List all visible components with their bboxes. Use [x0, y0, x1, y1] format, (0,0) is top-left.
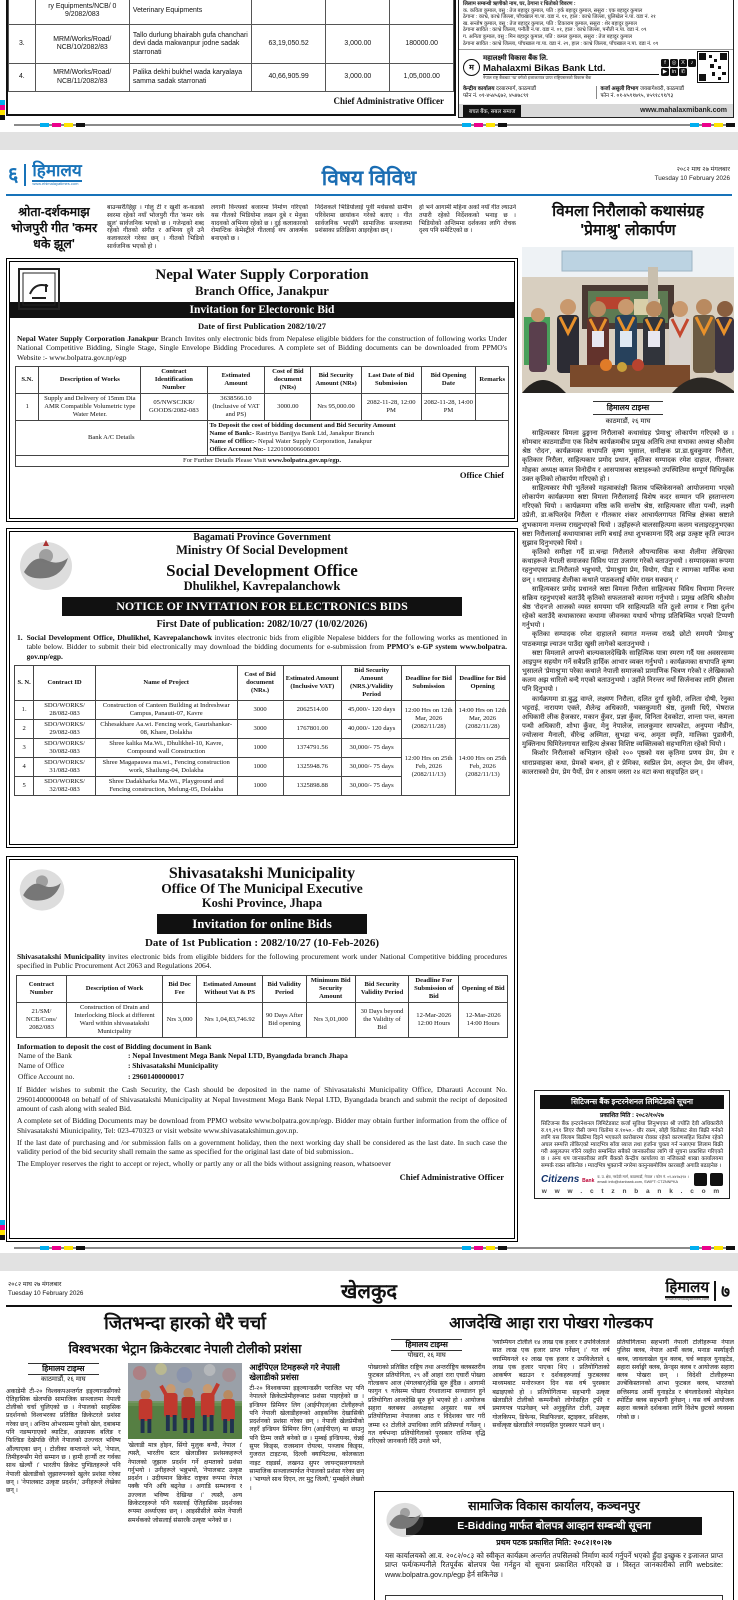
bid-security: 30,000/- 75 days [341, 738, 401, 757]
bid-security: 45,000/- 120 days [341, 700, 401, 719]
table-row [17, 1002, 508, 1037]
estimated-amount: 1325898.88 [283, 776, 341, 795]
headline-line1: विमला निरौलाको कथासंग्रह [552, 203, 704, 220]
bid-security: 180000.00 [390, 25, 454, 64]
contract-id: SDO/WORKS/ 32/082-083 [34, 776, 96, 795]
bank-name-nepali: महालक्ष्मी विकास बैंक लि. [483, 54, 548, 62]
col-header: Bid Security Validity Period [355, 975, 408, 1002]
dateline: पोखरा, २६ माघ [407, 1352, 446, 1360]
list-number: 1. [17, 633, 23, 642]
bank-value: Rastriya Banijya Bank Ltd, Janakpur Branch [254, 429, 375, 437]
col-header: Last Date of Bid Submission [361, 366, 421, 393]
paragraph-rest: invites electronic bids from eligible bidders for the following procurement work under National Competitive bidding procedures specified in Public Procurement Act 2063 and Regulations 2064. [17, 952, 507, 971]
bolpatra-link[interactable]: www.bolpatra.gov.np/egp. [267, 456, 341, 464]
col-header: Description of Work [66, 975, 162, 1002]
ebidding-banner: E-Bidding मार्फत बोलपत्र आव्हान सम्बन्धी सूचना [406, 1517, 702, 1535]
date-nepali: २०८२ माघ २७ मंगलबार [8, 1281, 62, 1288]
cricket-article [6, 1311, 364, 1600]
article-column [128, 1363, 243, 1525]
nwsc-logo-icon [18, 268, 60, 310]
article-column: लगानी विन्त्यको बजारमा निर्माण गरिएको यस गीतको भिडियोमा लखन दुबे र मेनुका यादवको अभिनय रहेको छ । दुई कलाकारको रोमान्टिक केमेस्ट्रीले गीतलाई थप आकर्षक बनाएको छ । [211, 204, 308, 243]
table-row [15, 738, 510, 757]
bank-info-line [18, 1061, 506, 1072]
fineprint-line: ग. अनिता कुमाल, वसु : मिन बहादुर कुमाल, पति : कमल कुमाल, ससुरा : तेज बहादुर कुमाल [463, 33, 633, 40]
value: : 29601400000017 [128, 1071, 185, 1081]
project-name: Construction of Canteen Building at Indreshwar Campus, Panauti-07, Kavre [95, 700, 237, 719]
fineprint-line: ठेगाना सावित : काभ्रे जिल्ला, पाँचखाल गा.पा. वडा नं. २१, हाल : काभ्रे जिल्ला, पाँचखाल न.पा. वडा नं. ०९ [463, 40, 659, 47]
opening-date: 12-Mar-2026 14:00 Hours [459, 1002, 508, 1037]
bid-security: 1,05,000.00 [390, 64, 454, 92]
col-header: Opening of Bid [459, 975, 508, 1002]
article-column [6, 1363, 121, 1525]
estimated-amount: 2062514.00 [283, 700, 341, 719]
column-text: 'खेलाडी मात्र होइन, सिंगो मुलुक बन्यौ, नेपाल ।' त्यस्तै, भारतीय स्टार खेलाडीका प्रशंसकहरूले नेपालको जुझारु प्रदर्शन गर्ने क्षमताको प्रशंसा गर्नुभयो । उनीहरूले भन्नुभयो, 'नेपालबाट उत्कृष्ट प्रदर्शन । उदीयमान क्रिकेट राष्ट्रका रूपमा नेपाल पक्कै पनि अघि बढ्नेछ । अगाडि सम्भावना र उज्ज्वल भविष्य देखिन्छ ।' त्यस्तै, अन्य क्रिकेटरहरूले पनि यसलाई ऐतिहासिक प्रदर्शनका रूपमा अर्थ्याएका छन् । आइसीसीले समेत नेपाली समर्थकको जोसलाई संसारकै उत्कृष्ट भनेको छ । [127, 1442, 243, 1524]
col-header: Bid Opening Date [421, 366, 476, 393]
byline: हिमालय टाइम्स [391, 1339, 461, 1351]
himalaya-masthead [665, 1279, 730, 1301]
col-header: Bid Security Amount (NRs) [311, 366, 361, 393]
col-header: Bid Doc Fee [163, 975, 197, 1002]
column-text: टी-२० विश्वकपमा इङ्ल्यान्डसँग पराजित भए पनि नेपालले क्रिकेटप्रेमीहरूबाट प्रशंसा पाइरहेको छ । इन्डियन प्रिमियर लिग (आईपीएल)का टोलीहरूले पनि नेपाली खेलाडीहरूको आइकनिक देखासिकी प्रदर्शनको प्रशंसा गरेका छन् । नेपाली खेलप्रेमीको लहरँ इन्डियन प्रिमियर लिग (आईपीएल) मा छाउनु पनि ठिम्म जस्तै बनेको छ । मुम्बई इन्डियन्स, चेन्नई सुपर किङ्स, राजस्थान रोयल्स, पञ्जाब किङ्स, गुजरात टाइटन्स, दिल्ली क्यापिटल्स, कोलकाता नाइट राइडर्स, लखनउ सुपर जायन्ट्सलगायतले सामाजिक सञ्जालमार्फत नेपालको प्रशंसा गरेका छन् । 'भाग्यले साथ दिएन, तर मुटु जित्यौ,' मुम्बईले लेख्यो । [249, 1385, 364, 1492]
bid-security: 30,000/- 75 days [341, 776, 401, 795]
fineprint-line: ठेगाना : काभ्रे, काभ्रे जिल्ला, पाँचखाल गा.पा. वडा नं. ११, हाल : काभ्रे जिल्ला, धुलिखेल न.पा. वडा नं. २१ [463, 14, 656, 21]
article-column: हो भने आगामी महिना अर्को नयाँ गीत ल्याउने तयारी रहेको निर्देशकको भनाइ छ । भिडियोको अन्तिममा दर्शकका लागि रोचक दृश्य पनि समेटिएको छ । [419, 204, 516, 235]
org-subtitle: Branch Office, Janakpur [195, 284, 329, 298]
page-date [655, 166, 730, 183]
deadline-submission: 12-Mar-2026 12:00 Hours [409, 1002, 459, 1037]
table-header-row [16, 366, 509, 393]
bid-doc-cost: 3000 [237, 700, 283, 719]
col-header: Deadline For Submission of Bid [409, 975, 459, 1002]
work-description: Palika dekhi bukhel wada karyalaya samma sadak starronati [129, 64, 251, 92]
byline: हिमालय टाइम्स [593, 401, 663, 415]
bank-name-english: Mahalaxmi Bikas Bank Ltd. [483, 63, 659, 75]
qr-code [697, 51, 729, 83]
office2-title: कर्जा असुली विभाग [600, 86, 639, 93]
col-header: Bid Validity Period [263, 975, 306, 1002]
bank-names [483, 55, 659, 80]
publication-date: First Date of publication: 2082/10/27 (10/02/2026) [156, 619, 368, 630]
column-text: अकाडेमी टी-२० विश्वकपअन्तर्गत इङ्ल्यान्डसँगको ऐतिहासिक खेलपछि सामाजिक सञ्जालमा नेपाली टोलीको चर्चा चुलिएको छ । नेपालको साहसिक प्रदर्शनको विश्वभरका प्रतिष्ठित क्रिकेटरले प्रशंसा गरेका छन् । अन्तिम ओभरसम्म पुगेको खेल, दबाबमा पनि नडग्मगाएको ब्याटिङ, आक्रामक बलिङ र फिल्डिङ देखेपछि धेरैले नेपालको उज्ज्वल भविष्य औंल्याएका छन् । टोलीका कप्तानले भने, 'नेपाल, तिमीहरूसँग मेरो सम्मान छ । हामी हार्‍यौं तर गर्वका साथ खेल्यौं ।' भारतीय क्रिकेट पुण्डितहरूले पनि नेपाली खेलाडीको जुझारुपनको खुलेर प्रशंसा गरेका छन् । 'नेपालबाट उत्कृष्ट प्रदर्शन,' उनीहरूले लेखेका छन् । [6, 1387, 121, 1495]
paragraph: कार्यक्रममा डा.बुद्ध वाग्ले, लक्ष्मण निरौला, दलित दुर्गा सुवेदी, ललिता दोषी, रेनुका भट्टराई, नारायण एक्ले, शैलेन्द्र अधिकारी, भक्तकुमारी श्रेष्ठ, तुलसी थिएँ, भेषराज अधिकारी लीक हैजकार, मकान कुँवर, प्रज्ञा कुँवर, विनिता देवकोटा, शान्ता पन्त, कमला पन्थी अधिकारी, शोभा कुँवर, मेनु नेपालेज, लालकुमार सापकोटा, अनुपमा नौडीन, ज्योत्सना मैनाली, वीरेन्द्र अस्मिता, सुभद्रा चन्द, अमृता स्मृति, मालिका पुडासैनी, मुक्तिनाथ घिमिरेलगायत साहित्य क्षेत्रका विशिष्ट व्यक्तित्वको सहभागिता रहेको थियो । [522, 695, 734, 749]
contract-id: ry Equipments/NCB/ 0 9/2082/083 [35, 0, 129, 25]
header-rule [6, 1305, 732, 1307]
table-row [9, 25, 454, 64]
col-header: Contract Number [17, 975, 67, 1002]
invitation-banner: Invitation for Electoronic Bid [10, 302, 514, 318]
mahalaxmi-bank-ad[interactable] [458, 0, 734, 118]
deadline-submission: 12:00 Hrs on 12th Mar, 2026 (2082/11/28) [402, 700, 456, 738]
label: Name of Office [18, 1061, 65, 1071]
table-row [9, 0, 454, 25]
intro-paragraph [17, 334, 507, 362]
col-header: Remarks [476, 366, 509, 393]
work-description: Tallo durlung bhairabh gufa chanchari devi dada makwanpur jodne sadak starronati [129, 25, 251, 64]
estimated-amount: 40,66,905.99 [251, 64, 325, 92]
estimated-amount: 1767801.00 [283, 719, 341, 738]
terms-paragraph: If the last date of purchasing and /or submission falls on a government holiday, then the next working day shall be considered as the last date. In such case the validity period of the bid security shall remain the same as specified for the original last date of bid submission.. [17, 1137, 507, 1157]
prev-tender-table [8, 0, 454, 92]
edge-color-strip [0, 100, 5, 120]
byline: हिमालय टाइम्स [28, 1363, 98, 1375]
intro-paragraph [17, 633, 507, 661]
facebook-icon[interactable]: f [661, 59, 669, 67]
citizens-logo [541, 1174, 594, 1185]
work-description: Supply and Delivery of 15mm Dia AMR Compatible Volumetric type Water Meter. [39, 393, 141, 420]
estimated-amount: 3638566.10 (Inclusive of VAT and PS) [207, 393, 265, 420]
bank-head: To Deposit the cost of bidding document and Bid Security Amount [209, 421, 396, 429]
account-value: 1220100006608001 [265, 445, 320, 453]
page-number: ६ [8, 164, 19, 186]
book-launch-photo [522, 247, 734, 393]
bold-lead: Social Development Office, Dhulikhel, Kavrepalanchowk [26, 633, 213, 642]
header-rule [6, 194, 732, 196]
article-headline [522, 202, 734, 240]
fineprint-line: ख. सन्तोष कुमाल, वसु : तेज बहादुर कुमाल, पति : टिकाराम कुमाल, ससुरा : शेर बहादुर कुमाल [463, 20, 637, 27]
signoff: Chief Administrative Officer [399, 1171, 504, 1182]
office-title: Social Development Office [166, 561, 358, 580]
bid-doc-cost: 1000 [237, 738, 283, 757]
value: : Nepal Investment Mega Bank Nepal LTD, Byangdada branch Jhapa [128, 1050, 348, 1060]
bid-doc-cost: 1000 [237, 776, 283, 795]
article-column [249, 1363, 364, 1525]
bid-doc-cost: 3,000.00 [326, 25, 390, 64]
article-column [368, 1339, 485, 1447]
egp-link[interactable]: PPMO's e-GP system www.bolpatra. gov.np/egp. [26, 642, 507, 661]
citizens-footer [541, 1173, 723, 1186]
youtube-icon[interactable]: ▶ [662, 68, 668, 75]
col-header: Estimated Amount (Inclusive VAT) [283, 665, 341, 700]
deposit-info-head: Information to deposit the cost of Bidding document in Bank [17, 1041, 212, 1051]
article-subhead: विश्वभरका भेट्रान क्रिकेटरबाट नेपाली टोलीको प्रशंसा [68, 1342, 302, 1356]
contract-id: SDO/WORKS/ 29/082-083 [34, 719, 96, 738]
bid-doc-cost: 3000.00 [265, 393, 311, 420]
col-header: Description of Works [39, 366, 141, 393]
ebidding-notice-box [374, 1491, 734, 1600]
sn: 1 [16, 393, 39, 420]
page6-header [8, 162, 730, 192]
gov-line2: Ministry Of Social Development [176, 543, 348, 557]
book-launch-article [522, 202, 734, 1199]
sn: 1. [15, 700, 34, 719]
work-description: Construction of Drain and Interlocking Block at different Ward within shivasatakshi Municipality [66, 1002, 162, 1037]
nepal-govt-emblem-icon [18, 538, 74, 594]
notice-body: सिटिजन्स बैंक इन्टरनेशनल लिमिटेडबाट कर्जा सुविधा लिनुभएका श्री ज्योति देवी अधिकारीले रु.१९,२९१ लिएर जैसी जग्गा धितोमा रु.१०५०.- धौर रकम, सोही धितोबाट सेवा बिक्री गर्नको लागि यस लिलाम बिक्रीमा दिइने भएकाले कारोबारमा रोक्का रहेको कारणसहित धितोमा रहेको अचल सम्पत्ति तोकिएको म्यादभित्र साँवा ब्याज तथा हर्जाना चुक्ता गर्न नआएमा लिलाम बिक्री गरी असुलउपर गरिने व्यहोरा सम्बन्धित सबैको जानकारीका लागि यो सूचना प्रकाशित गरिएको छ । अन्य थप जानकारीका लागि बैंकको केन्द्रीय कार्यालय वा नजिकको शाखा कार्यालयमा सम्पर्क राख्न सकिनेछ । म्यादभित्र भुक्तानी नगरेमा कानुनबमोजिम कारबाही अगाडि बढाइनेछ । [541, 1121, 723, 1169]
col-header: Minimum Bid Security Amount [306, 975, 355, 1002]
paragraph: साहित्यकार मेघी भुर्तेलको महत्वाकांक्षी किताब पब्लिकेसनको आयोजनामा भएको लोकार्पण कार्यक्रममा स्रष्टा विमला निरौलालाई विशेष कदर सम्मान पनि हस्तान्तरण गरिएको थियो । कार्यक्रममा वरिष्ठ कवि सन्तोष श्रेष्ठ, साहित्यकार सीता पन्थी, लक्ष्मी उप्रेती, डा.कपिलदेव निरौला र गीतकार शंकर आचार्यलगायत विभिन्न क्षेत्रका स्रष्टाले शुभकामना मन्तव्य राख्नुभएको थियो । उहाँहरूले बालसाहित्यमा कलम चलाइरहनुभएका स्रष्टा निरौलालाई कथायात्राका लागि बधाई तथा शुभकामना दिँदै अझ उत्कृष्ट कृति ल्याउन सुझाव दिनुभएको थियो । [522, 484, 734, 547]
notice-title: सिटिजन्स बैंक इन्टरनेशनल लिमिटेडको सूचना [540, 1095, 724, 1109]
office1-title: केन्द्रीय कार्यालय [463, 86, 495, 93]
citizens-address: व. उ. क्षेत्र, नरदेवी मार्ग, काठमाडौं, नेपाल । फोन नं. ०१-४४२७३९४ । email: info@ctznbank.com, SWIFT: CTZNNPKA [597, 1174, 689, 1184]
byline-block [368, 1339, 485, 1361]
date-english: Tuesday 10 February 2026 [8, 1289, 84, 1297]
estimated-amount: 1325948.76 [283, 757, 341, 776]
auction-fineprint [459, 0, 733, 49]
publication-date: Date of 1st Publication : 2082/10/27 (10-Feb-2026) [144, 937, 380, 949]
office2-phone: फोन नं. ०१-४५९१७९५, ४५९१८९१/९३ [600, 92, 674, 99]
linkedin-icon[interactable]: in [671, 68, 677, 75]
prev-tender-table-box [6, 0, 456, 116]
gov-line1: Bagamati Province Government [193, 532, 331, 543]
registration-marks [0, 121, 738, 129]
contract-number: 21/SM/ NCB/Cons/ 2082/083 [17, 1002, 67, 1037]
paragraph: साहित्यकार प्रमोद प्रधानले स्रष्टा विमला निरौला साहित्यका विविध विधामा निरन्तर सक्रिय रहनुभएको बताउँदै कृतिको सफलताको कामना गर्नुभयो । प्रमुख अतिथि श्रीओम श्रेष्ठ 'रोदन'ले आजको व्यस्त समयमा पनि साहित्यप्रति यति ठूलो लगाव र निष्ठा दुर्लभ रहेको बताउँदै कथाकारका कथामा जीवनका यथार्थ भोगाइ प्रतिबिम्बित भएको टिप्पणी गर्नुभयो । [522, 585, 734, 630]
citizens-bank-notice[interactable] [534, 1090, 730, 1199]
paragraph: कृतिको समीक्षा गर्दै डा.चन्द्रा निरौलाले औपन्यासिक कथा शैलीमा लेखिएका कथाहरूले नेपाली समाजका विविध पाटा उजागर गरेको बताउनुभयो । सम्पादकका रूपमा रहनुभएका डा.निरौलाले भन्नुभयो, 'प्रेमाश्रुमा प्रेम, वियोग, पीडा र त्यागका मार्मिक कथा छन् । धाराप्रवाह शैलीका कथाले पाठकलाई बाँधेर राख्न सक्छन् ।' [522, 549, 734, 584]
instagram-icon[interactable]: ◎ [671, 59, 677, 66]
himalaya-logo: हिमालय [665, 1279, 710, 1296]
ad-slogan: बचत बैंक, सबल समाज [463, 105, 521, 117]
org-subtitle: Office Of The Municipal Executive [161, 881, 363, 896]
article-column: प्रतियोगितामा सहभागी नेपाली टोलीहरूमा नेपाल पुलिस क्लब, नेपाल आर्मी क्लब, मनाङ मर्स्याङ्दी क्लब, जावलाखेल युथ क्लब, चर्च ब्वाइज युनाइटेड, सहारा सर्वाङ्गी क्लब, फ्रेन्ड्स क्लब र आयोजक सहारा क्लब पोखरा छन् । विदेशी टोलीहरूमा उज्बेकिस्तानको आभा फुटबल क्लब, भारतको छत्तिसगढ आर्मी युनाइटेड र बंगलादेशको मोहमेडन स्पोर्टिङ क्लब सहभागी हुनेछन् । यस वर्ष आयोजक सहारा क्लबले दर्शकका लागि विशेष छुटको व्यवस्था गरेको छ । [616, 1339, 734, 1421]
sn: 4. [9, 64, 36, 92]
sn: 4 [15, 757, 34, 776]
project-name: Shree Magapauwa ma.wi., Fencing construction work, Shailung-04, Dolakha [95, 757, 237, 776]
paragraph-rest: Branch Invites only electronic bids from Nepalese eligible bidders for the construction of following works Under National Competitive Bidding, Single Stage, Single Envelope Bidding Procedures. A complete set of Bidding documents can be downloaded from PPMO's Website :- www.bolpatra.gov.np/egp [17, 334, 507, 362]
dateline: काठमाडौं, २६ माघ [40, 1376, 86, 1384]
deadline-opening: 14:00 Hrs on 25th Feb, 2026 (2082/11/13) [456, 738, 510, 795]
deadline-submission: 12:00 Hrs on 25th Feb, 2026 (2082/11/13) [402, 738, 456, 795]
paragraph: कृतिका सम्पादक रमेश दाहालले स्वागत मन्तव्य राख्दै छोटो समयमै 'प्रेमाश्रु' पाठकमाझ ल्याउन पाउँदा खुसी लागेको बताउनुभयो । [522, 631, 734, 648]
sdo-table [14, 665, 510, 796]
qr-code [710, 1173, 723, 1186]
col-header: Cost of Bid document (NRs.) [237, 665, 283, 700]
registration-marks [0, 1244, 738, 1252]
col-header: Contract Identification Number [141, 366, 207, 393]
contract-id: SDO/WORKS/ 30/082-083 [34, 738, 96, 757]
nwsc-tender-box [6, 258, 518, 522]
dateline: काठमाडौं, २६ माघ [605, 418, 651, 425]
sn: 3. [9, 25, 36, 64]
office2-address: जयबागेश्वरी, काठमाडौं [639, 86, 685, 93]
col-header: Deadline for Bid Opening [456, 665, 510, 700]
further-details-row [16, 455, 509, 466]
publication-date: प्रकाशित मिति : २०८२/१०/२७ [599, 1113, 665, 1119]
security-validity: 30 Days beyond the Validity of Bid [355, 1002, 408, 1037]
paragraph: स्रष्टा विमलाले आफ्नो बाल्यकालदेखिकै साहित्यिक यात्रा स्मरण गर्दै यस अवसरसम्म आइपुग्न सहयोग गर्ने सबैप्रति हार्दिक आभार व्यक्त गर्नुभयो । कार्यक्रमका सभापति कृष्ण भुसालले 'प्रेमाश्रु'मा परेका कथाले नेपाली समाजको प्रामाणिक चित्रण गरेको र लेखिकाको कलम अझ धारिलो बन्दै गएको बताउनुभयो । उहाँले निरन्तर नयाँ सिर्जनाका लागि हौसला पनि दिनुभयो । [522, 649, 734, 694]
divider-bar [714, 1281, 716, 1301]
social-icons [661, 59, 695, 76]
contract-id: MRM/Works/Road/ NCB/10/2082/83 [35, 25, 129, 64]
office-title: सामाजिक विकास कार्यालय, कञ्चनपुर [468, 1499, 640, 1513]
sdo-tender-box [6, 528, 518, 848]
shivasatakshi-tender-box [6, 856, 518, 1242]
office1-phone: फोन नं. ०१-४५४५६७२, ४५४७८९१ [463, 92, 529, 99]
paragraph-rest: invites electronic bids from eligible Nepalese bidders for the following works as mentioned in table below. Bidder to submit their bid electronically may download the bidding documents for e-submission from [26, 633, 507, 652]
bid-validity: 90 Days After Bid opening [263, 1002, 306, 1037]
article-column: 'च्याम्पियन टोलीले १४ लाख एक हजार र उपविजेताले सात लाख एक हजार प्राप्त गर्नेछन् ।' गत वर्ष च्याम्पियनले १२ लाख एक हजार र उपविजेताले ६ लाख एक हजार पाएका थिए । प्रतियोगिताको आकर्षण बढाउन र दर्शकहरूलाई फुटबलका माध्यमबाट मनोरञ्जन दिन यस वर्ष पुरस्कार बढाइएको हो । प्रतियोगितामा सहभागी उत्कृष्ट खेलाडीले टोलीको कम्पनीको लोगोसहित ट्रफी र प्रमाणपत्र पाउनेछन् भने अनुकूलित टोली, उत्कृष्ट गोलकिपम, डिफेन्स, मिडफिल्डर, स्ट्राइकर, प्रशिक्षक, सर्वोत्कृष्ट खेलाडीले नगदसहित पुरस्कार पाउने छन् । [492, 1339, 610, 1429]
label: Office Account no. [18, 1071, 75, 1081]
work-description: Veterinary Equipments [129, 0, 251, 25]
nwsc-table [15, 366, 509, 467]
col-header: Name of Project [95, 665, 237, 700]
invitation-banner: Invitation for online Bids [157, 914, 367, 934]
project-name: Shree kalika Ma.Wi., Dhulikhel-10, Kavre, Compound wall Construction [95, 738, 237, 757]
col-header: Deadline for Bid Submission [402, 665, 456, 700]
label: Name of the Bank [18, 1050, 72, 1060]
bold-lead: Shivasatakshi Municipality [17, 952, 106, 961]
cricket-photo [128, 1363, 243, 1439]
col-header: S. N. [15, 665, 34, 700]
table-row [9, 64, 454, 92]
col-header: S.N. [16, 366, 39, 393]
cutoff-table-stub [385, 1595, 723, 1600]
notice-body: यस कार्यालयको आ.व. २०८२/०८३ को स्वीकृत कार्यक्रम अन्तर्गत तपसिलको निर्माण कार्य गर्नुपर्ने भएको हुँदा इच्छुक र इजाजत प्राप्त प्राप्त फर्म/कम्पनीले रितपूर्वक बोलपत्र पेस गर्नहुन यो सूचना प्रकाशित गरिएको छ । विस्तृत जानकारीको लागि website: www.bolpatra.gov.np/egp हेर्न सकिनेछ । [385, 1551, 723, 1579]
citizens-website-link[interactable]: w w w . c t z n b a n k . c o m [541, 1188, 723, 1195]
municipality-emblem-icon [18, 866, 66, 914]
bank-website-link[interactable]: www.mahalaxmibank.com [640, 107, 727, 114]
article-body [522, 429, 734, 1084]
article-headline: आजदेखि आहा रारा पोखरा गोल्डकप [449, 1315, 653, 1332]
office-location: Dhulikhel, Kavrepalanchowk [183, 579, 341, 593]
byline-block [6, 1363, 121, 1385]
viber-icon[interactable]: ✆ [680, 68, 686, 75]
section-title: खेलकुद [341, 1281, 397, 1303]
signoff: Chief Administrative Officer [333, 96, 444, 106]
fineprint-line: ठेगाना सावित : काभ्रे जिल्ला, पनौती न.पा. वडा नं. ०१, हाल : काभ्रे जिल्ला, पनौती न.पा. वडा नं. ०९ [463, 27, 647, 34]
table-header-row [15, 665, 510, 700]
deadline-opening: 14:00 Hrs on 12th Mar, 2026 (2082/11/28) [456, 700, 510, 738]
estimated-amount: 63,19,050.52 [251, 25, 325, 64]
himalaya-logo: हिमालय [32, 161, 82, 180]
fineprint-line: क. कविता कुमाल, वसु : तेज बहादुर कुमाल, पति : हर्क बहादुर कुमाल, ससुरा : एक बहादुर कुमाल [463, 7, 643, 14]
opening-date: 2082-11-28, 14:00 PM [421, 393, 476, 420]
bid-security: Nrs 95,000.00 [311, 393, 361, 420]
project-name: Chhesakhare Aa.wi. Fencing work, Gaurishankar-08, Khare, Dolakha [95, 719, 237, 738]
goldcup-article [368, 1311, 734, 1481]
sn: 5 [15, 776, 34, 795]
bid-doc-cost: 1000 [237, 757, 283, 776]
table-row [16, 393, 509, 420]
col-header: Estimated Amount Without Vat & PS [197, 975, 263, 1002]
bank-info-line [18, 1051, 506, 1062]
logo-word: Citizens [541, 1174, 580, 1185]
tiktok-icon[interactable]: ♪ [688, 59, 696, 67]
article-column: निर्देशकले भिडियोलाई पूर्वी मधेसको ग्रामीण परिवेशमा छायांकन गरेको बताए । गीत सार्वजनिक भएसँगै सामाजिक सञ्जालमा प्रशंसाका प्रतिक्रिया आइरहेका छन् । [315, 204, 412, 235]
page7-header [8, 1277, 730, 1303]
page-gap [0, 1253, 738, 1271]
org-location: Koshi Province, Jhapa [201, 896, 323, 910]
publication-date: Date of first Publication 2082/10/27 [198, 321, 326, 331]
org-title: Shivasatakshi Municipality [168, 865, 356, 882]
account-label: Office Account No:- [209, 445, 266, 453]
headline-line2: 'प्रेमाश्रु' लोकार्पण [580, 222, 676, 239]
bid-doc-cost: 3,000.00 [326, 64, 390, 92]
col-header: Contract ID [34, 665, 96, 700]
bid-doc-fee: Nrs 3,000 [163, 1002, 197, 1037]
further-text: For Further Details Please Visit [183, 456, 268, 464]
bold-lead: Nepal Water Supply Corporation Janakpur [17, 334, 159, 343]
contract-id: MRM/Works/Road/ NCB/11/2082/83 [35, 64, 129, 92]
page-gap [0, 132, 738, 150]
office-label: Name of Office:- [209, 437, 257, 445]
bank-tagline: नेपाल राष्ट्र बैंकबाट 'ख' वर्गको इजाजतपत्र प्राप्त राष्ट्रियस्तरको विकास बैंक [483, 74, 592, 80]
bid-security: 40,000/- 120 days [341, 719, 401, 738]
col-header: Estimated Amount [207, 366, 265, 393]
date-nepali: २०८२ माघ २७ मंगलबार [676, 166, 730, 173]
paragraph: किशोर निरौलाको कभिज्ञान रहेको २०० पृष्ठको यस कृतिमा प्रणय प्रेम, प्रेम र धाराप्रवाहका कथा, प्रेमको बन्धन, हो र प्रेमिका, स्वप्निल प्रेम, अतृप्त प्रेम, प्रेम जीवन, कालरात्रको प्रेम, प्रेम पैर्यो, प्रेम र आश्रम जस्ता २४ वटा कथा सङ्ग्रहित छन् । [522, 750, 734, 776]
office-value: Nepal Water Supply Corporation, Janakpur [256, 437, 372, 445]
logo-url: www.ehimalayatimes.com [32, 181, 79, 186]
bank-info-line [18, 1072, 506, 1083]
project-name: Shree Dadakharka Ma.Wi., Playground and Fencing construction, Melung-05, Dolakha [95, 776, 237, 795]
office1-address: दरबारमार्ग, काठमाडौं [496, 86, 536, 93]
last-date: 2082-11-28, 12:00 PM [361, 393, 421, 420]
top-page-fragment [0, 0, 738, 132]
contract-id: SDO/WORKS/ 28/082-083 [34, 700, 96, 719]
estimated-amount: Nrs 1,04,83,746.92 [197, 1002, 263, 1037]
bank-label: Name of Bank:- [209, 429, 255, 437]
terms-paragraph: If Bidder wishes to submit the Cash Security, the Cash should be deposited in the name of Shivasatakshi Municipality Office, Dharauti Account No. 29601400000048 on behalf of of Shivasatakshi Municipality at Nepal Investment Mega Bank Nepal LTD, Byangdada branch and submit the recipt of deposited amount of cash along with sealed Bid. [17, 1085, 507, 1113]
terms-paragraph: The Employer reserves the right to accept or reject, wholly or partly any or all the bids without assigning reason, whatsoever [17, 1159, 392, 1169]
notice-banner: NOTICE OF INVITATION FOR ELECTRONICS BIDS [62, 597, 462, 616]
publication-date: प्रथम पटक प्रकाशित मिति: २०८२।१०।२७ [496, 1538, 612, 1547]
intro-paragraph [17, 952, 507, 971]
sn: 2 [15, 719, 34, 738]
table-row [15, 700, 510, 719]
page-number: ७ [721, 1282, 730, 1301]
article-headline: श्रोता-दर्शकमाझ भोजपुरी गीत 'कमर धके झूल' [10, 205, 98, 251]
article-column: बाउन्सर्री/हिट्ठा । गोलु टी र खुशी क-कडको स्वरमा रहेको नयाँ भोजपुरी गीत 'कमर धके झूल' सार्वजनिक भएको छ । गजेन्द्रको शब्द रहेको गीतको संगीत र अभिनय दुवै उनै कलाकारले गरेका छन् । गीतको भिडियो सार्वजनिक भएको हो । [107, 204, 204, 250]
section-title: विषय विविध [321, 167, 417, 190]
col-header: Cost of Bid document (NRs) [265, 366, 311, 393]
fineprint-title: लिलाम सम्बन्धी ऋणीको नाम, घर, ठेगाना र धितोको विवरण : [463, 1, 576, 7]
paragraph: साहित्यकार विमला ढुङ्गाना निरौलाको कथासंग्रह 'प्रेमाश्रु' लोकार्पण गरिएको छ । सोमबार काठमाडौंमा एक विशेष कार्यक्रमबीच प्रमुख अतिथि तथा सभाका अध्यक्ष श्रीओम श्रेष्ठ 'रोदन', कार्यक्रमका सभापति कृष्ण भुसाल, समीक्षक प्रा.डा.ध्रुवकुमार निरौला, कृतिकार निरौला, साहित्यकार प्रमोद प्रधान, कृतिका सम्पादक रमेश दाहाल, गीतकार मोहका अध्यक्ष कमल विनोदीय र आसपासका स्रष्टाहरूको उपस्थितिमा सम्पूर्ण विधिपूर्वक उक्त कृतिको लोकार्पण गरिएको हो । [522, 430, 734, 483]
contract-id: 05/NWSCJKR/ GOODS/2082-083 [141, 393, 207, 420]
min-bid-security: Nrs 3,01,000 [306, 1002, 355, 1037]
bank-identity-row [459, 49, 733, 84]
terms-paragraph: A complete set of Bidding Documents may be download from PPMO website www.bolpatra.gov.np/egp. Bidder may obtain further information from the office of Shivasatakshi Miunicipality, Tel: 023-470323 or visit website www.shivasatakshimun.gov.np. [17, 1116, 507, 1135]
signoff: Office Chief [459, 469, 504, 480]
contract-id: SDO/WORKS/ 31/082-083 [34, 757, 96, 776]
qr-code [694, 1173, 707, 1186]
bank-contacts [459, 84, 733, 101]
logo-word-small: Bank [582, 1178, 595, 1184]
col-header: Bid Security Amount (NRS.)/Validity Period [341, 665, 401, 700]
bank-details-row [16, 420, 509, 455]
org-title: Nepal Water Supply Corporation [155, 267, 369, 283]
column-text: पोखराको प्रतिष्ठित राष्ट्रिय तथा अन्तर्राष्ट्रिय क्लबस्तरीय फुटबल प्रतियोगिता, २९ औं आहा! रारा एघारौं पोखरा गोल्डकप आज (मंगलबार)देखि सुरु हुँदैछ । आगामी फागुन ९ गतेसम्म पोखरा रंगशालामा सञ्चालन हुने प्रतियोगिता आजदेखि सुरु हुने भएको हो । आयोजक सहारा क्लबका अध्यक्षका अनुसार यस वर्ष प्रतियोगितामा नेपालका आठ र विदेशका चार गरी जम्मा १२ टोलीले उपाधिका लागि प्रतिस्पर्धा गर्नेछन् । गत वर्षभन्दा प्रतियोगिताको पुरस्कार राशिमा वृद्धि गरिएको जानकारी दिँदै उनले भने, [368, 1363, 486, 1446]
bank-details-label: Bank A/C Details [16, 420, 208, 455]
bid-security: 30,000/- 75 days [341, 757, 401, 776]
date-english: Tuesday 10 February 2026 [654, 174, 730, 182]
page-7 [0, 1271, 738, 1600]
column-subhead: आईपिएल टिमहरूले गरे नेपाली खेलाडीको प्रशंसा [249, 1363, 340, 1382]
shiva-table [16, 975, 508, 1038]
edge-color-strip [0, 1220, 5, 1240]
bid-doc-cost: 3000 [237, 719, 283, 738]
ad-footer-bar [459, 104, 733, 117]
logo-url: www.ehimalayatimes.com [665, 1297, 710, 1301]
bhojpuri-article [8, 204, 516, 254]
article-headline: जितभन्दा हारको धेरै चर्चा [104, 1313, 266, 1333]
value: : Shivasatakshi Municipality [128, 1061, 219, 1071]
nepal-govt-emblem-icon [385, 1500, 425, 1540]
sn: 3 [15, 738, 34, 757]
page-6 [0, 150, 738, 1253]
x-icon[interactable]: X [679, 59, 687, 67]
table-header-row [17, 975, 508, 1002]
estimated-amount: 1374791.56 [283, 738, 341, 757]
byline-block [522, 397, 734, 425]
mahalaxmi-logo-icon: म [463, 59, 480, 76]
